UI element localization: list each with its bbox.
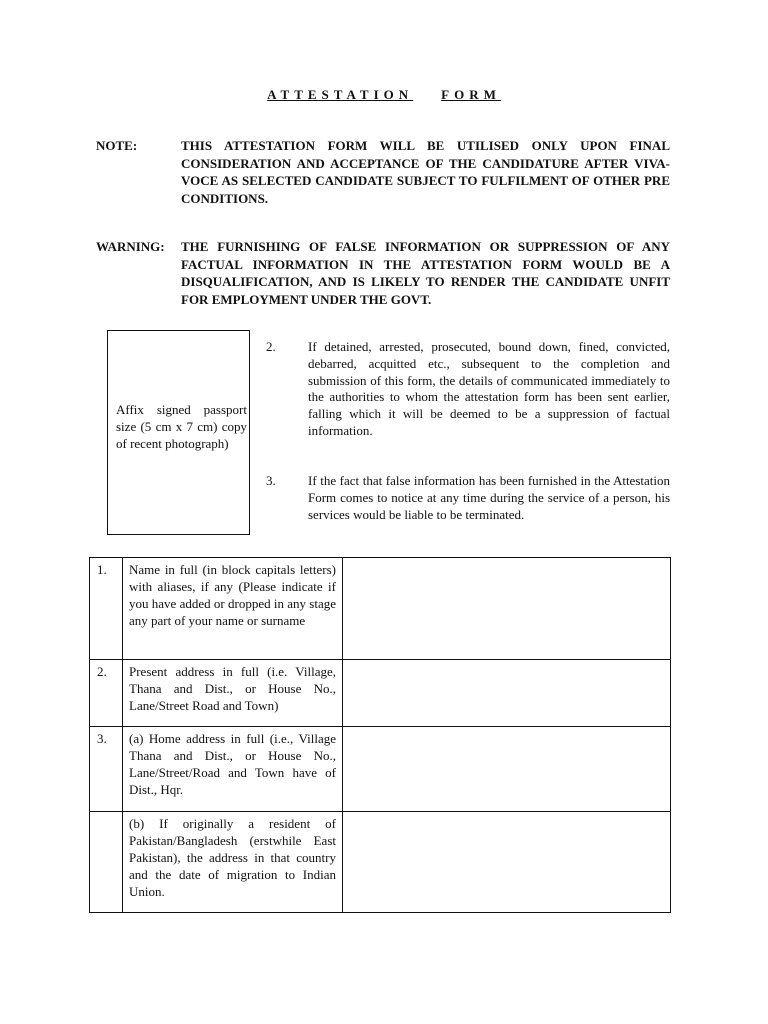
instruction-number: 3.	[266, 473, 276, 488]
row-answer-field[interactable]	[343, 812, 671, 913]
attestation-table	[89, 557, 671, 913]
photo-instruction: Affix signed passport size (5 cm x 7 cm) copy of recent photograph)	[116, 402, 247, 451]
row-answer-field[interactable]	[343, 660, 671, 727]
warning-label: WARNING:	[96, 239, 165, 254]
instruction-text: If the fact that false information has been furnished in the Attestation Form comes to notice at any time during the service of a person, his services would be liable to be terminated.	[308, 473, 670, 522]
row-question: (b) If originally a resident of Pakistan/Bangladesh (erstwhile East Pakistan), the address in that country and the date of migration to Indian Union.	[123, 812, 343, 913]
table-row	[90, 660, 671, 727]
row-number: 1.	[90, 558, 123, 660]
note-label: NOTE:	[96, 138, 138, 153]
note-text: THIS ATTESTATION FORM WILL BE UTILISED ONLY UPON FINAL CONSIDERATION AND ACCEPTANCE OF THE CANDIDATURE AFTER VIVA-VOCE AS SELECTED CANDIDATE SUBJECT TO FULFILMENT OF OTHER PRE CONDITIONS.	[181, 138, 670, 206]
title-word-attestation: ATTESTATION	[267, 87, 414, 102]
table-row	[90, 727, 671, 812]
row-number: 2.	[90, 660, 123, 727]
row-number: 3.	[90, 727, 123, 812]
table-row	[90, 812, 671, 913]
warning-text: THE FURNISHING OF FALSE INFORMATION OR SUPPRESSION OF ANY FACTUAL INFORMATION IN THE ATTESTATION FORM WOULD BE A DISQUALIFICATION, AND IS LIKELY TO RENDER THE CANDIDATE UNFIT FOR EMPLOYMENT UNDER THE GOVT.	[181, 239, 670, 307]
row-question: Present address in full (i.e. Village, Thana and Dist., or House No., Lane/Street Road and Town)	[123, 660, 343, 727]
table-row	[90, 558, 671, 660]
row-number	[90, 812, 123, 913]
row-answer-field[interactable]	[343, 558, 671, 660]
row-question: Name in full (in block capitals letters) with aliases, if any (Please indicate if you have added or dropped in any stage any part of your name or surname	[123, 558, 343, 660]
instruction-number: 2.	[266, 339, 276, 354]
row-question: (a) Home address in full (i.e., Village Thana and Dist., or House No., Lane/Street/Road and Town have of Dist., Hqr.	[123, 727, 343, 812]
instruction-text: If detained, arrested, prosecuted, bound down, fined, convicted, debarred, acquitted etc., subsequent to the completion and submission of this form, the details of communicated immediately to the authorities to whom the attestation form has been sent earlier, falling which it will be deemed to be a suppression of factual information.	[308, 339, 670, 438]
form-title	[0, 87, 768, 103]
row-answer-field[interactable]	[343, 727, 671, 812]
title-word-form: FORM	[441, 87, 501, 102]
